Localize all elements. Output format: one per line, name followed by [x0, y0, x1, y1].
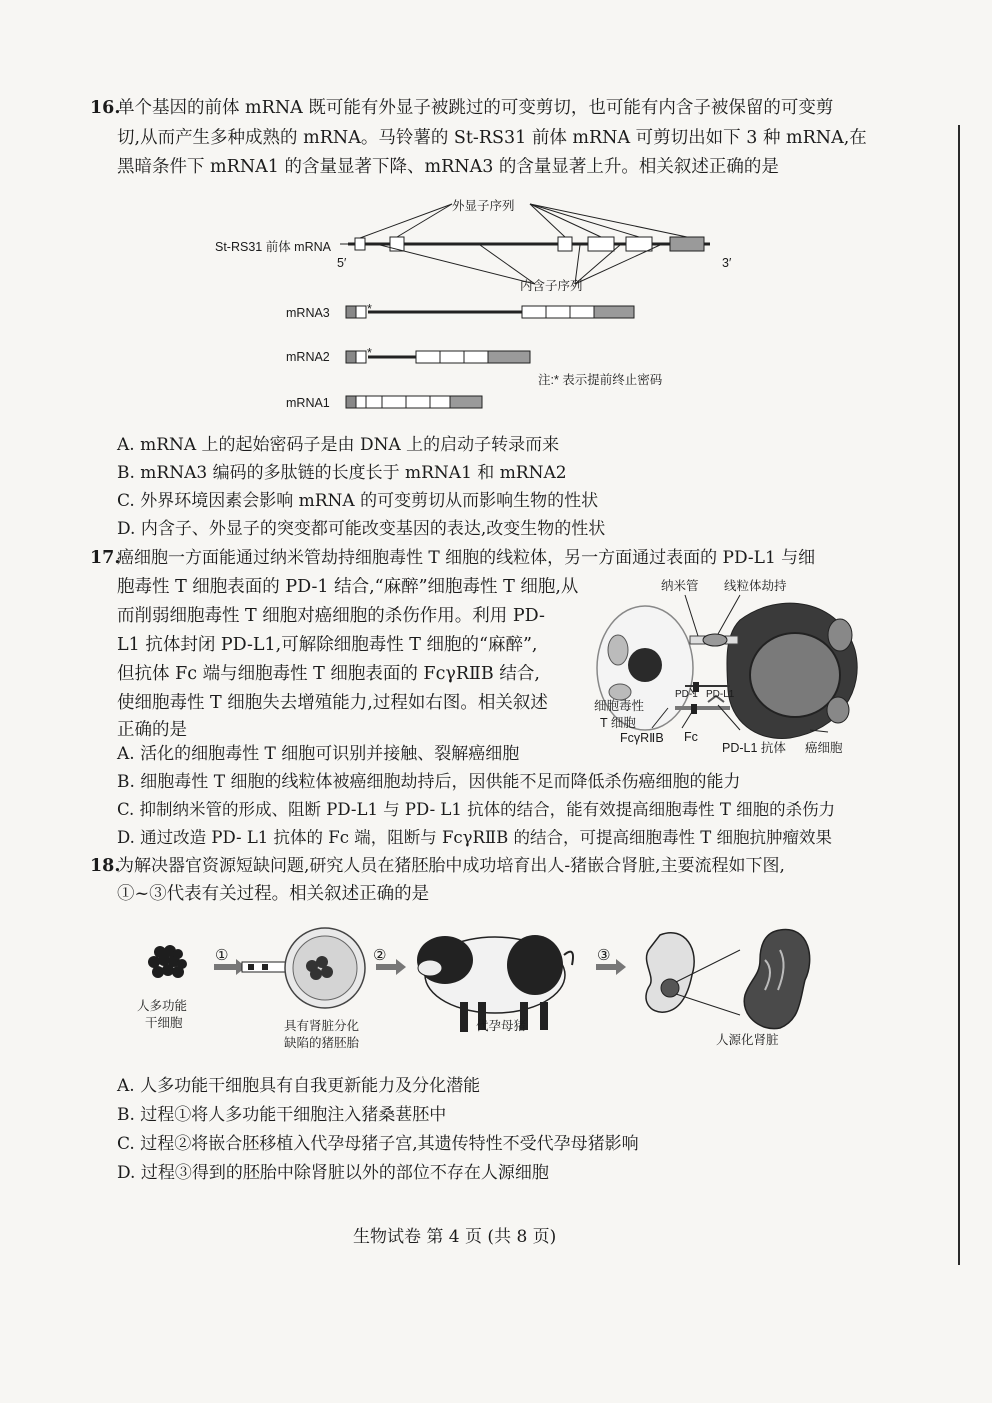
mrna2-stop-star: * — [367, 346, 372, 360]
exon-box — [588, 237, 614, 251]
stop-codon-note: 注:* 表示提前终止密码 — [538, 373, 663, 387]
q17-option-b: B. 细胞毒性 T 细胞的线粒体被癌细胞劫持后，因供能不足而降低杀伤癌细胞的能力 — [117, 772, 741, 792]
kidney-label: 人源化肾脏 — [716, 1033, 779, 1047]
mrna3-stop-star: * — [367, 302, 372, 316]
q17-stem-line-4: L1 抗体封闭 PD-L1,可解除细胞毒性 T 细胞的“麻醉”, — [117, 635, 538, 655]
q16-option-b: B. mRNA3 编码的多肽链的长度长于 mRNA1 和 mRNA2 — [117, 463, 567, 483]
margin-rule — [958, 125, 960, 1265]
exon-box — [626, 237, 652, 251]
q18-stem-line-2: ①~③代表有关过程。相关叙述正确的是 — [117, 884, 430, 904]
q16-stem-line-1: 单个基因的前体 mRNA 既可能有外显子被跳过的可变剪切，也可能有内含子被保留的可变剪 — [117, 98, 834, 118]
q18-stem-line-1: 为解决器官资源短缺问题,研究人员在猪胚胎中成功培育出人-猪嵌合肾脏,主要流程如下图, — [117, 856, 785, 876]
q17-option-c: C. 抑制纳米管的形成、阻断 PD-L1 与 PD- L1 抗体的结合，能有效提高细胞毒性 T 细胞的杀伤力 — [117, 800, 836, 819]
tcell-label-2: T 细胞 — [600, 716, 636, 730]
q17-option-d: D. 通过改造 PD- L1 抗体的 Fc 端，阻断与 FcγRⅡB 的结合，可提高细胞毒性 T 细胞抗肿瘤效果 — [117, 828, 833, 847]
three-prime-label: 3′ — [722, 256, 732, 270]
q16-option-c: C. 外界环境因素会影响 mRNA 的可变剪切从而影响生物的性状 — [117, 491, 599, 511]
q18-option-b: B. 过程①将人多功能干细胞注入猪桑葚胚中 — [117, 1105, 447, 1125]
embryo-label-1: 具有肾脏分化 — [284, 1019, 360, 1033]
fc-label: Fc — [684, 730, 698, 744]
q18-option-c: C. 过程②将嵌合胚移植入代孕母猪子宫,其遗传特性不受代孕母猪影响 — [117, 1134, 639, 1154]
splicing-diagram — [200, 188, 760, 418]
step-1-marker: ① — [215, 947, 229, 964]
stem-cell-label-1: 人多功能 — [137, 999, 188, 1013]
intron-label: 内含子序列 — [520, 279, 583, 293]
q17-stem-line-5: 但抗体 Fc 端与细胞毒性 T 细胞表面的 FcγRⅡB 结合, — [117, 664, 540, 684]
step-2-marker: ② — [373, 947, 387, 964]
pre-mrna-label: St-RS31 前体 mRNA — [215, 240, 331, 254]
q16-option-d: D. 内含子、外显子的突变都可能改变基因的表达,改变生物的性状 — [117, 519, 606, 539]
fcr-label: FcγRⅡB — [620, 731, 664, 745]
embryo-label-2: 缺陷的猪胚胎 — [284, 1036, 360, 1050]
page-footer: 生物试卷 第 4 页 (共 8 页) — [353, 1227, 557, 1247]
mrna2-label: mRNA2 — [286, 350, 330, 364]
tcell-label-1: 细胞毒性 — [594, 699, 645, 713]
pdl1-label: PD-L1 — [706, 689, 735, 700]
q16-stem-line-2: 切,从而产生多种成熟的 mRNA。马铃薯的 St-RS31 前体 mRNA 可剪切出如下 3 种 mRNA,在 — [117, 128, 867, 148]
q17-stem-line-1: 癌细胞一方面能通过纳米管劫持细胞毒性 T 细胞的线粒体，另一方面通过表面的 PD-L1 与细 — [117, 548, 816, 568]
five-prime-label: 5′ — [337, 256, 347, 270]
q17-number: 17. — [90, 548, 121, 568]
pd1-label: PD-1 — [675, 689, 698, 700]
sow-label: 代孕母猪 — [476, 1019, 527, 1033]
q17-option-a: A. 活化的细胞毒性 T 细胞可识别并接触、裂解癌细胞 — [117, 744, 520, 764]
antibody-label: PD-L1 抗体 — [722, 741, 786, 755]
nanotube-label: 纳米管 — [661, 579, 699, 593]
q16-option-a: A. mRNA 上的起始密码子是由 DNA 上的启动子转录而来 — [117, 435, 560, 455]
exon-box — [355, 238, 365, 250]
q17-stem-line-3: 而削弱细胞毒性 T 细胞对癌细胞的杀伤作用。利用 PD- — [117, 606, 545, 626]
q17-stem-line-6: 使细胞毒性 T 细胞失去增殖能力,过程如右图。相关叙述 — [117, 693, 548, 713]
exon-box — [558, 237, 572, 251]
mrna3-label: mRNA3 — [286, 306, 330, 320]
q17-stem-line-2: 胞毒性 T 细胞表面的 PD-1 结合,“麻醉”细胞毒性 T 细胞,从 — [117, 577, 579, 597]
exon-box-utr — [670, 237, 704, 251]
cancer-cell-label: 癌细胞 — [805, 741, 843, 755]
mito-hijack-label: 线粒体劫持 — [724, 579, 787, 593]
stem-cell-label-2: 干细胞 — [145, 1016, 183, 1030]
q17-stem-line-7: 正确的是 — [117, 720, 187, 740]
mrna1-label: mRNA1 — [286, 396, 330, 410]
exon-label: 外显子序列 — [452, 199, 515, 213]
step-3-marker: ③ — [597, 947, 611, 964]
q18-option-d: D. 过程③得到的胚胎中除肾脏以外的部位不存在人源细胞 — [117, 1163, 549, 1183]
q16-number: 16. — [90, 98, 121, 118]
q18-option-a: A. 人多功能干细胞具有自我更新能力及分化潜能 — [117, 1076, 481, 1096]
q18-number: 18. — [90, 856, 121, 876]
q16-stem-line-3: 黑暗条件下 mRNA1 的含量显著下降、mRNA3 的含量显著上升。相关叙述正确的是 — [117, 157, 779, 177]
